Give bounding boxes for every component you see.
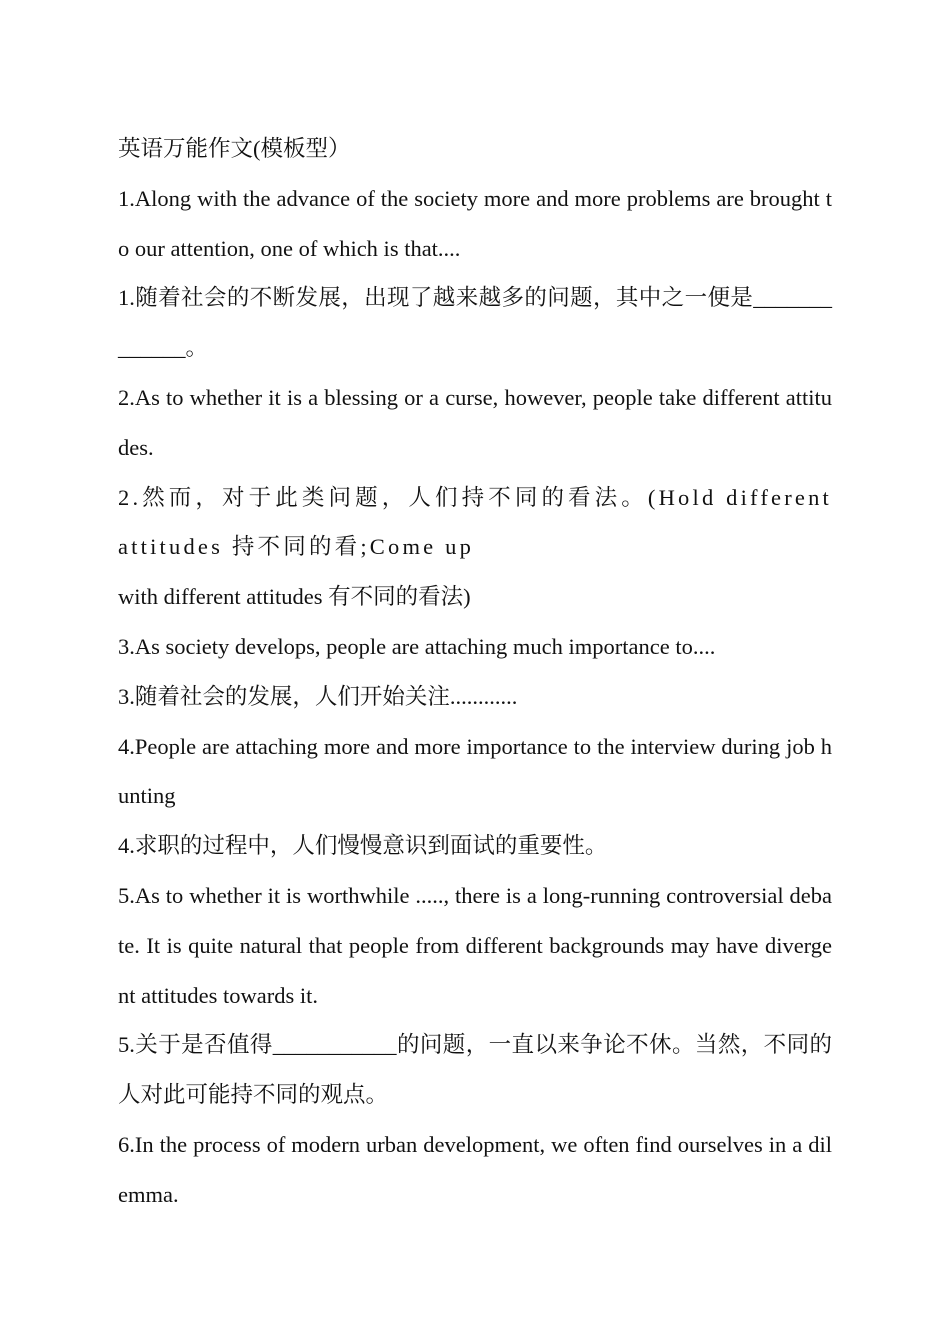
- paragraph-3-en: 3.As society develops, people are attaching much importance to....: [118, 633, 716, 659]
- paragraph-1-en: 1.Along with the advance of the society more and more problems are brought to our attention, one of which is that....: [118, 185, 832, 261]
- paragraph-2-en: 2.As to whether it is a blessing or a curse, however, people take different attitudes.: [118, 384, 832, 460]
- document-page: [118, 124, 832, 1220]
- document-title: 英语万能作文(模板型）: [118, 136, 351, 161]
- paragraph-2-zh-continued: with different attitudes 有不同的看法): [118, 584, 471, 610]
- paragraph-4-zh: 4.求职的过程中，人们慢慢意识到面试的重要性。: [118, 833, 608, 859]
- paragraph-6-en: 6.In the process of modern urban development, we often find ourselves in a dilemma.: [118, 1131, 832, 1207]
- paragraph-5-en: 5.As to whether it is worthwhile ....., there is a long-running controversial debate. It is quite natural that people from different backgrounds may have divergent attitudes towards it.: [118, 882, 832, 1008]
- paragraph-5-zh: 5.关于是否值得___________的问题，一直以来争论不休。当然，不同的人对此可能持不同的观点。: [118, 1032, 832, 1108]
- paragraph-2-zh: 2.然而，对于此类问题，人们持不同的看法。(Hold different attitudes 持不同的看;Come up: [118, 484, 832, 560]
- paragraph-3-zh: 3.随着社会的发展，人们开始关注............: [118, 683, 518, 709]
- paragraph-1-zh: 1.随着社会的不断发展，出现了越来越多的问题，其中之一便是_____________。: [118, 285, 832, 361]
- paragraph-4-en: 4.People are attaching more and more importance to the interview during job hunting: [118, 733, 832, 809]
